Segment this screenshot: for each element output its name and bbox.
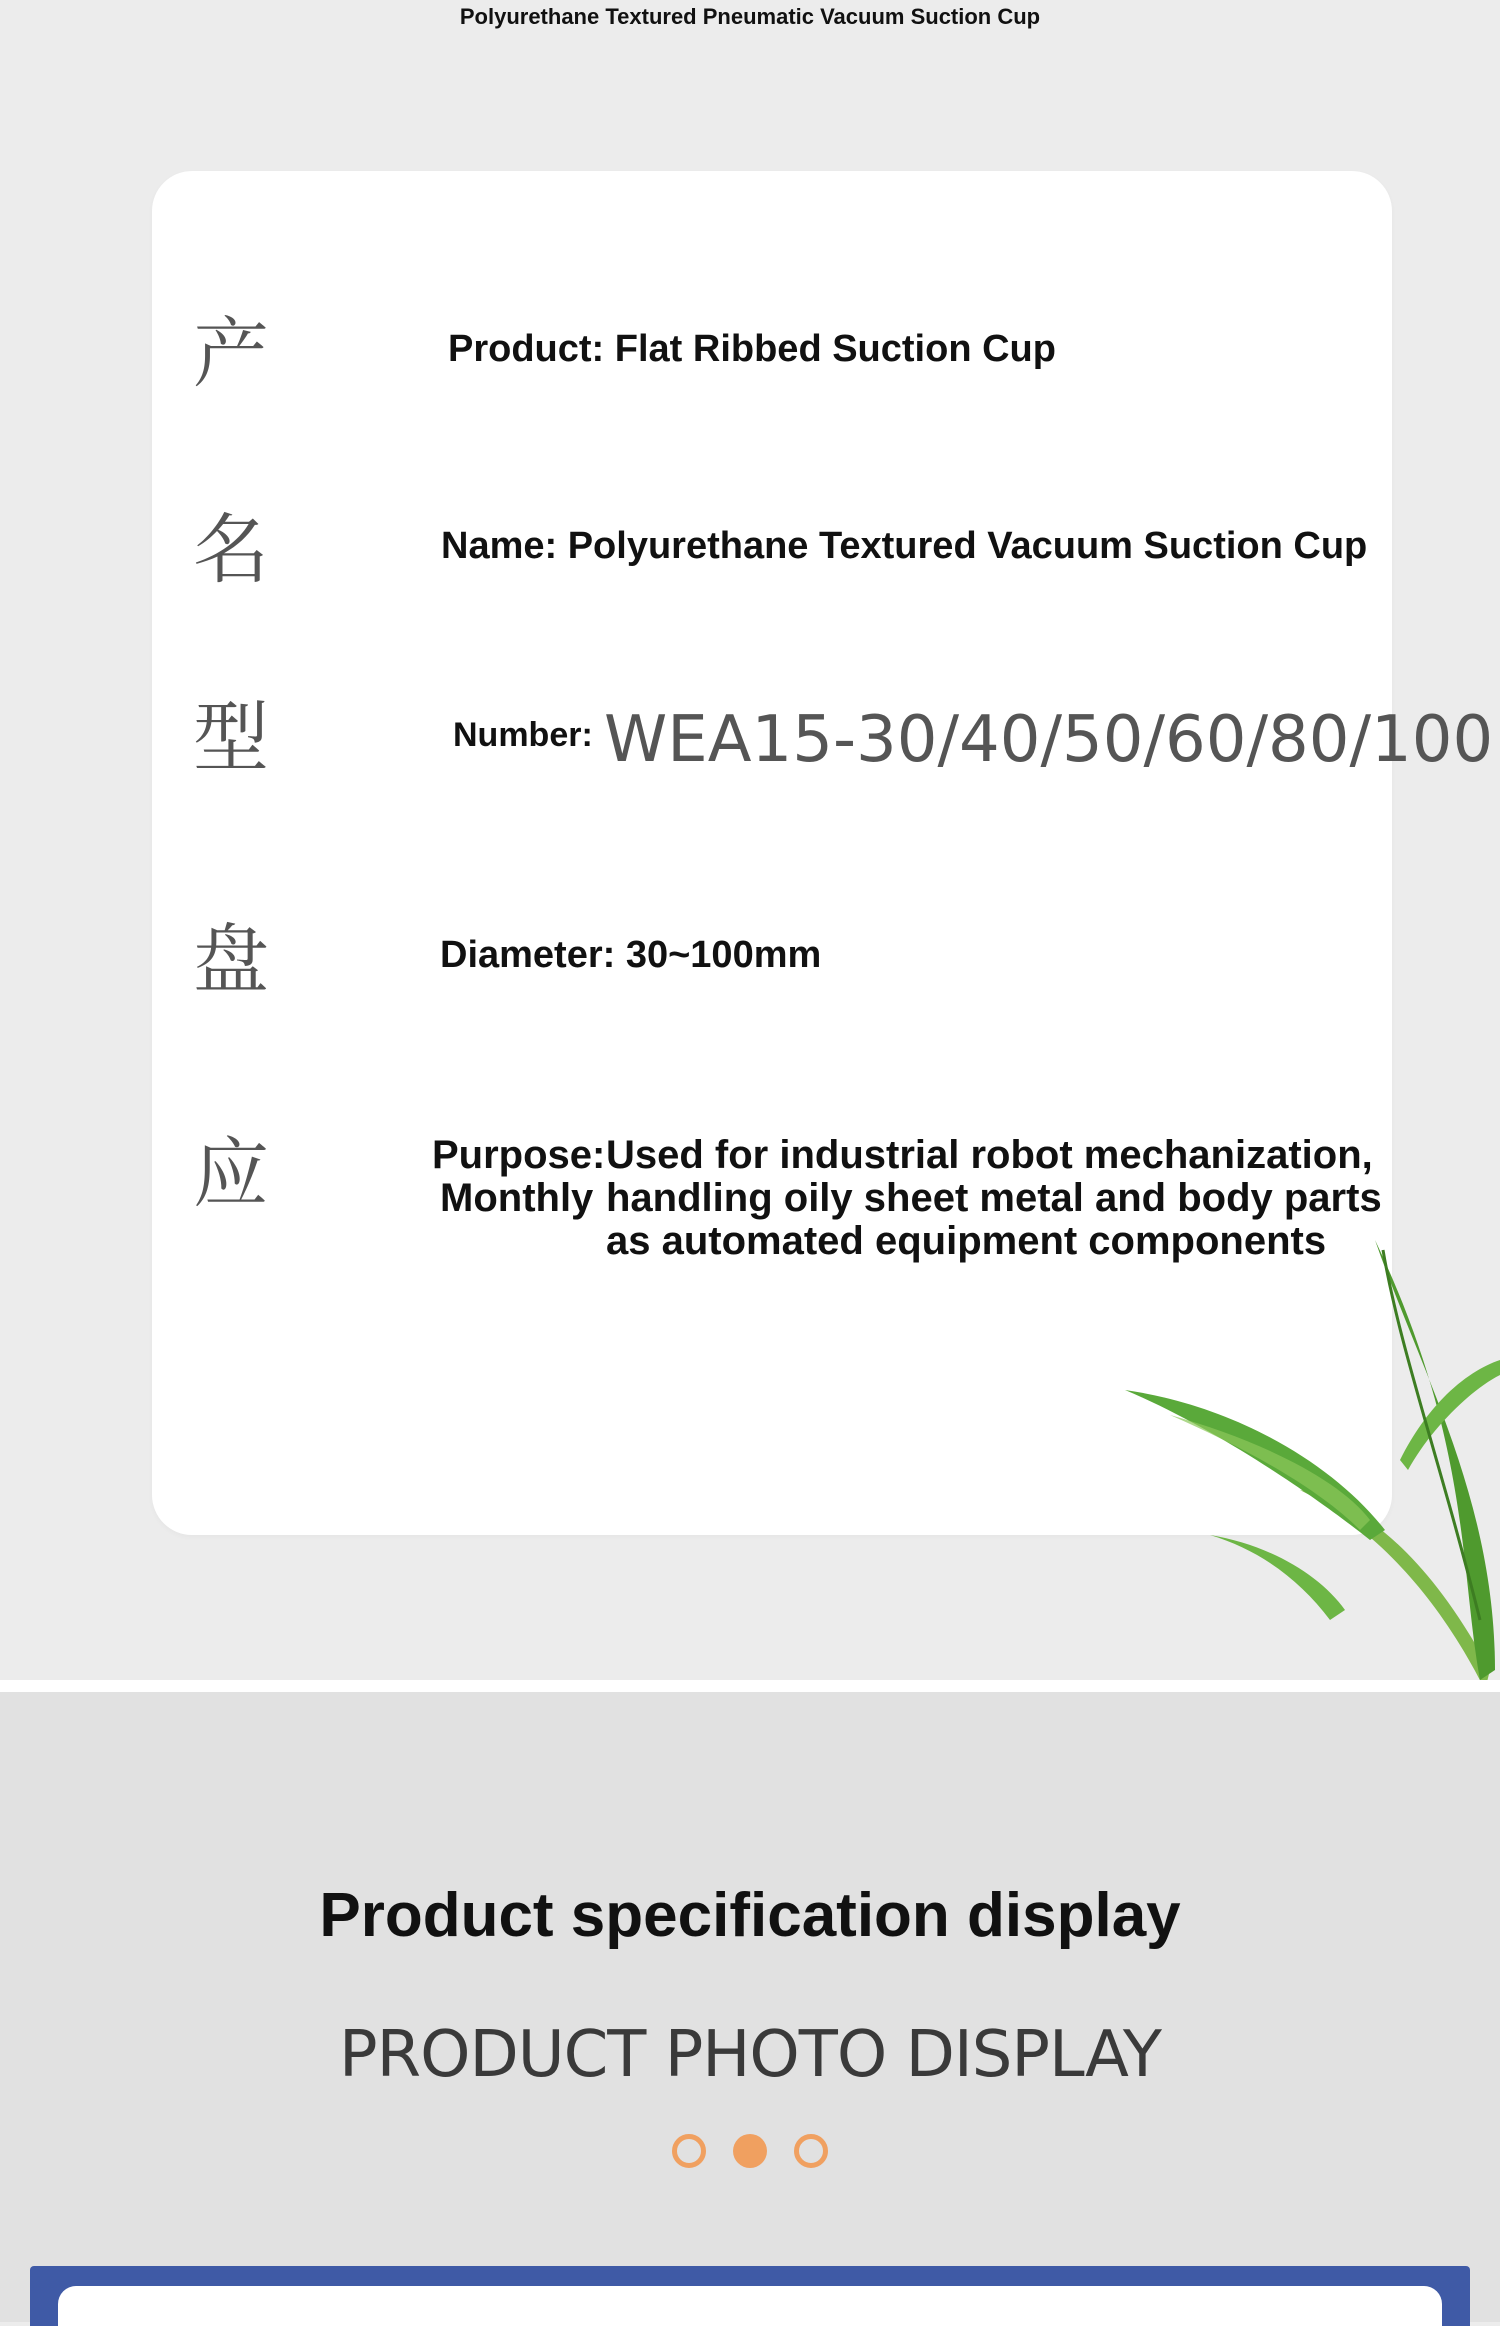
decorative-dots [672,2134,832,2168]
name-text: Name: Polyurethane Textured Vacuum Suction Cup [441,525,1368,567]
number-label: Number: [453,716,593,754]
lower-section-bg [0,1692,1500,2322]
row-glyph-purpose: 应 [193,1129,269,1218]
diameter-text: Diameter: 30~100mm [440,934,822,976]
photo-frame-inner [58,2286,1442,2326]
dot-ring-icon [672,2134,706,2168]
product-text: Product: Flat Ribbed Suction Cup [448,328,1056,370]
row-glyph-name: 名 [193,505,269,594]
purpose-line-3: as automated equipment components [606,1219,1327,1263]
purpose-label: Purpose: [432,1133,606,1177]
row-glyph-product: 产 [193,309,269,398]
dot-ring-icon [794,2134,828,2168]
purpose-line-2: handling oily sheet metal and body parts [606,1176,1382,1220]
section-divider [0,1680,1500,1692]
dot-filled-icon [733,2134,767,2168]
purpose-line-1: Used for industrial robot mechanization, [606,1133,1373,1177]
row-glyph-diameter: 盘 [193,915,269,1004]
bamboo-leaf-icon [1100,1200,1500,1690]
section-title: Product specification display [319,1881,1181,1950]
number-value: WEA15-30/40/50/60/80/100 [604,703,1494,777]
row-glyph-number: 型 [193,693,269,782]
purpose-label-monthly: Monthly [440,1176,594,1220]
page-title: Polyurethane Textured Pneumatic Vacuum Suction Cup [459,4,1041,29]
section-subtitle: PRODUCT PHOTO DISPLAY [339,2018,1161,2092]
